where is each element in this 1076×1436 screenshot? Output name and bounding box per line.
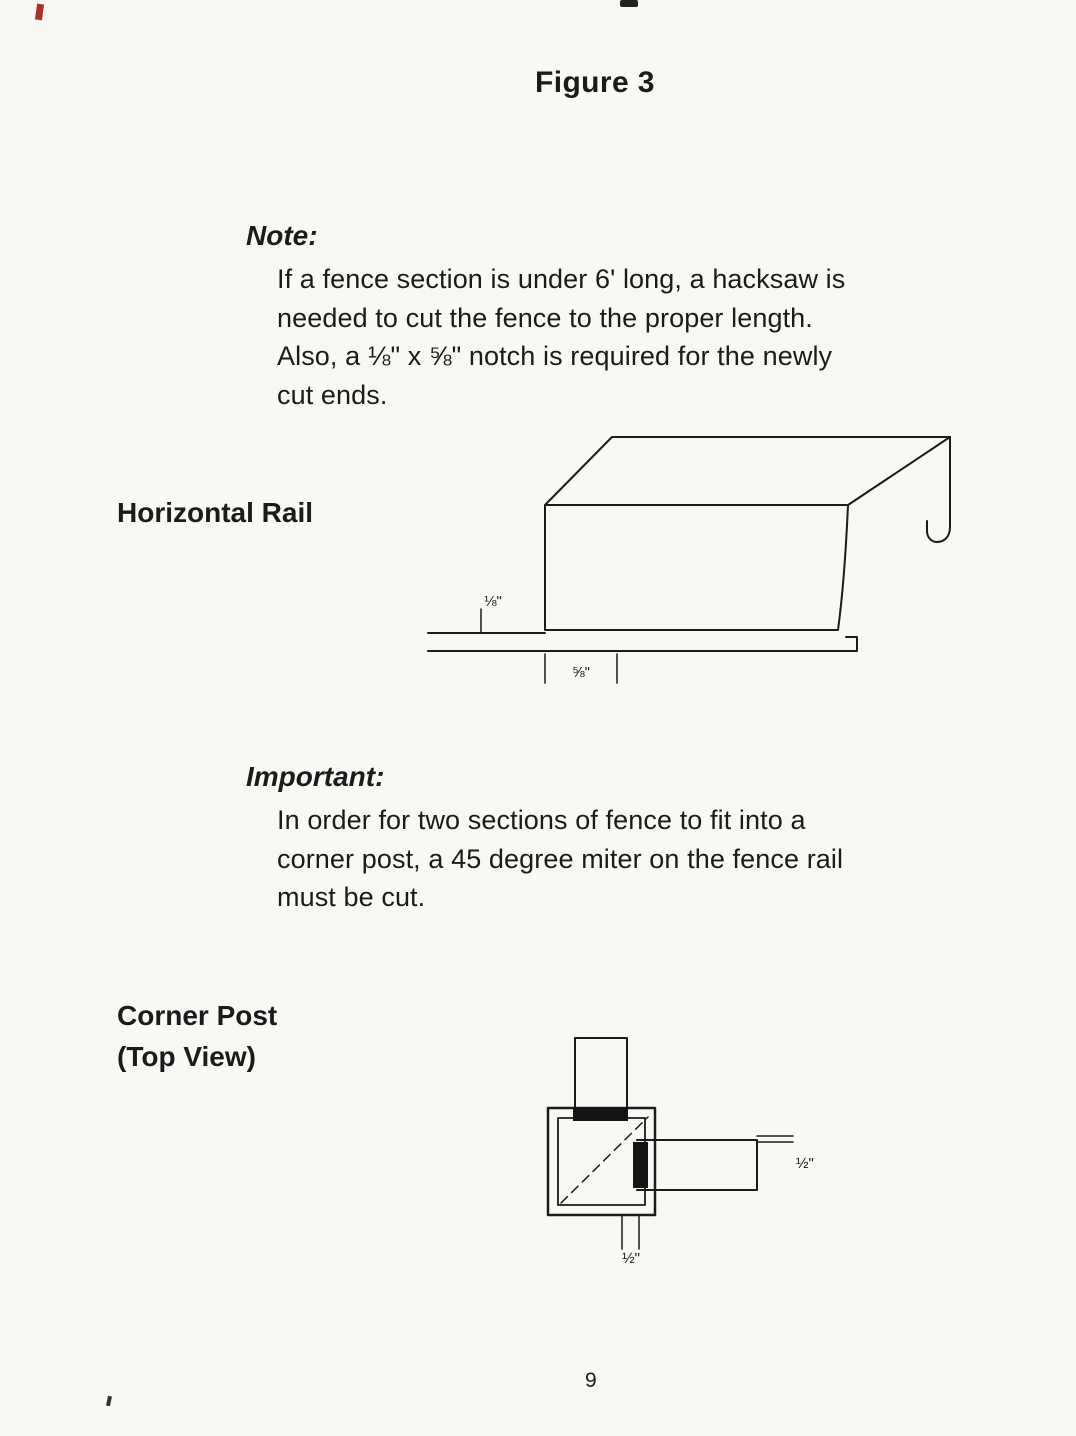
important-paragraph — [277, 801, 843, 917]
corner-post-label — [117, 995, 277, 1077]
horizontal-rail-label: Horizontal Rail — [117, 497, 314, 528]
horizontal-rail-diagram — [420, 425, 975, 710]
notch-lower-line — [428, 637, 857, 651]
rail-j-hook — [927, 437, 950, 542]
note-line: If a fence section is under 6' long, a hacksaw is — [277, 264, 846, 294]
page-number: 9 — [585, 1369, 597, 1392]
corner-post-label-line1: Corner Post — [117, 1000, 278, 1031]
note-paragraph — [277, 260, 845, 414]
rail-front-curve — [838, 505, 848, 630]
note-line: Also, a ⅛" x ⅝" notch is required for the newly — [277, 341, 833, 371]
notch-depth-dimension: ⅛" — [484, 593, 502, 610]
note-heading: Note: — [246, 220, 318, 251]
top-rail-notch-fill — [573, 1108, 628, 1121]
notch-length-dimension: ⅝" — [572, 664, 590, 681]
right-rail-notch-fill — [633, 1142, 648, 1188]
bottom-wall-dimension: ½" — [622, 1250, 640, 1267]
important-line: must be cut. — [277, 882, 426, 912]
note-line: needed to cut the fence to the proper length. — [277, 302, 813, 333]
rail-top-face — [545, 437, 950, 505]
important-heading: Important: — [246, 761, 385, 792]
rail-front-face — [545, 505, 838, 630]
important-line: corner post, a 45 degree miter on the fence rail — [277, 843, 844, 874]
figure-title: Figure 3 — [535, 66, 655, 99]
scan-artifact-red — [35, 4, 44, 21]
post-inner-wall — [558, 1118, 645, 1205]
scan-artifact-bottom — [106, 1396, 112, 1407]
scan-artifact-top — [620, 0, 638, 7]
corner-post-diagram — [540, 1030, 855, 1275]
note-line: cut ends. — [277, 379, 388, 410]
corner-post-label-line2: (Top View) — [117, 1041, 256, 1072]
right-wall-dimension: ½" — [796, 1155, 814, 1172]
important-line: In order for two sections of fence to fit into a — [277, 805, 806, 835]
